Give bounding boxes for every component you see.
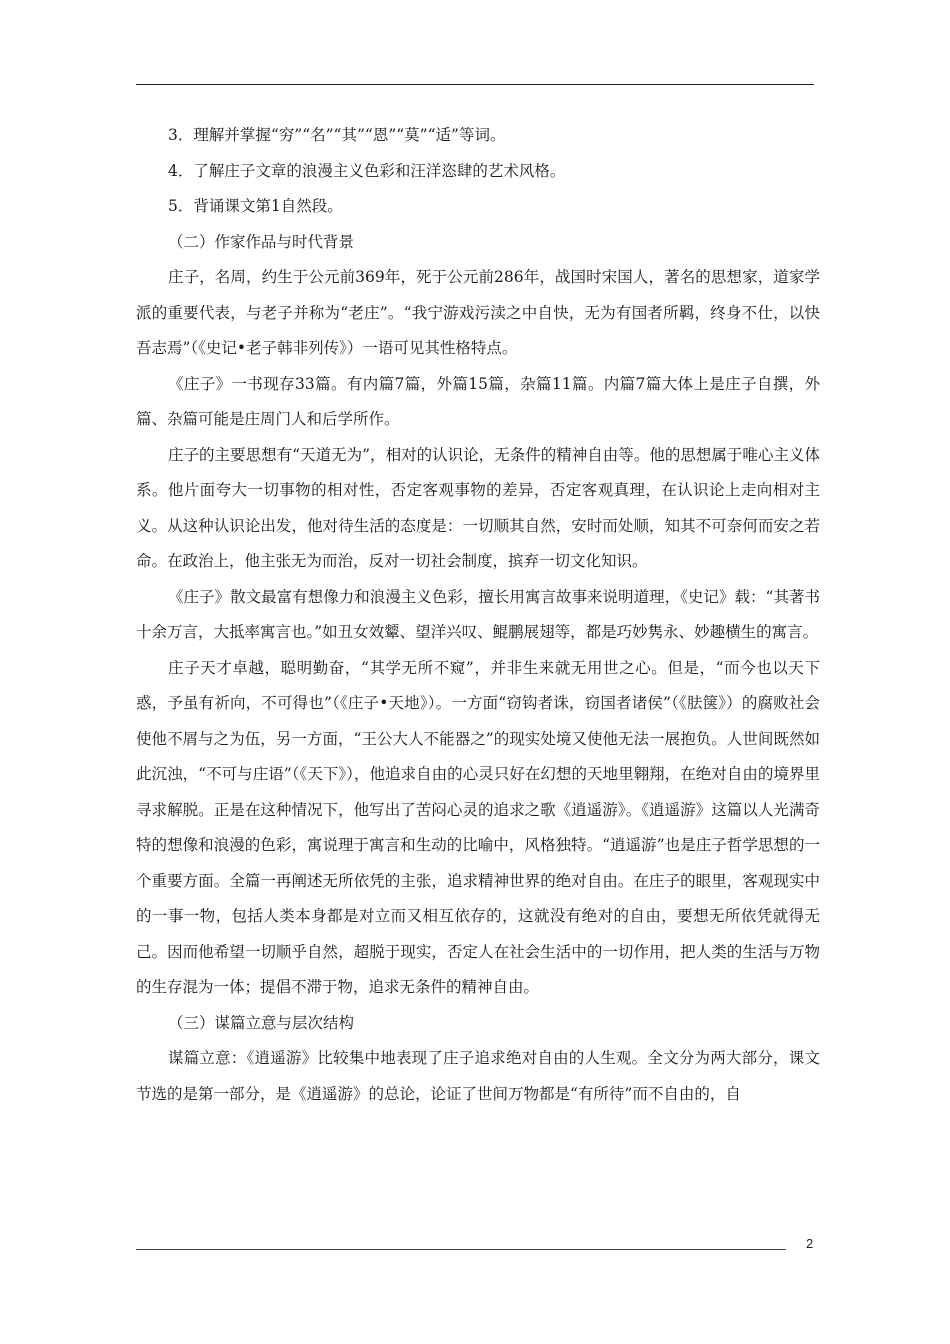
footer-rule	[136, 1249, 786, 1250]
paragraph-author-intro: 庄子，名周，约生于公元前369年，死于公元前286年，战国时宋国人，著名的思想家，道家学派的重要代表，与老子并称为“老庄”。“我宁游戏污渎之中自快，无为有国者所羁，终身不仕，以快吾志焉”（《史记•老子韩非列传》）一语可见其性格特点。	[136, 268, 820, 357]
paragraph-book-structure: 《庄子》一书现存33篇。有内篇7篇，外篇15篇，杂篇11篇。内篇7篇大体上是庄子自撰，外篇、杂篇可能是庄周门人和后学所作。	[136, 374, 820, 428]
section-heading-structure: （三）谋篇立意与层次结构	[168, 1013, 355, 1032]
page-number: 2	[806, 1236, 814, 1251]
objective-4: 4．了解庄子文章的浪漫主义色彩和汪洋恣肆的艺术风格。	[168, 161, 566, 180]
paragraph-main-thought: 庄子的主要思想有“天道无为”，相对的认识论，无条件的精神自由等。他的思想属于唯心主义体系。他片面夸大一切事物的相对性，否定客观事物的差异，否定客观真理，在认识论上走向相对主义。从这种认识论出发，他对待生活的态度是：一切顺其自然，安时而处顺，知其不可奈何而安之若命。在政治上，他主张无为而治，反对一切社会制度，摈弃一切文化知识。	[136, 445, 820, 570]
page-body	[136, 118, 820, 1112]
section-heading-background: （二）作家作品与时代背景	[168, 232, 355, 251]
header-rule	[136, 84, 814, 85]
paragraph-theme: 谋篇立意：《逍遥游》比较集中地表现了庄子追求绝对自由的人生观。全文分为两大部分，课文节选的是第一部分，是《逍遥游》的总论，论证了世间万物都是“有所待”而不自由的，自	[136, 1049, 820, 1103]
paragraph-prose-style: 《庄子》散文最富有想像力和浪漫主义色彩，擅长用寓言故事来说明道理，《史记》载：“其著书十余万言，大抵率寓言也。”如丑女效颦、望洋兴叹、鲲鹏展翅等，都是巧妙隽永、妙趣横生的寓言。	[136, 587, 820, 641]
paragraph-writing-background: 庄子天才卓越，聪明勤奋，“其学无所不窥”，并非生来就无用世之心。但是，“而今也以天下惑，予虽有祈向，不可得也”（《庄子•天地》）。一方面“窃钩者诛，窃国者诸侯”（《胠箧》）的腐败社会使他不屑与之为伍，另一方面，“王公大人不能器之”的现实处境又使他无法一展抱负。人世间既然如此沉浊，“不可与庄语”（《天下》），他追求自由的心灵只好在幻想的天地里翱翔，在绝对自由的境界里寻求解脱。正是在这种情况下，他写出了苦闷心灵的追求之歌《逍遥游》。《逍遥游》这篇以人光满奇特的想像和浪漫的色彩，寓说理于寓言和生动的比喻中，风格独特。“逍遥游”也是庄子哲学思想的一个重要方面。全篇一再阐述无所依凭的主张，追求精神世界的绝对自由。在庄子的眼里，客观现实中的一事一物，包括人类本身都是对立而又相互依存的，这就没有绝对的自由，要想无所依凭就得无己。因而他希望一切顺乎自然，超脱于现实，否定人在社会生活中的一切作用，把人类的生活与万物的生存混为一体；提倡不滞于物，追求无条件的精神自由。	[136, 658, 820, 996]
objective-3: 3．理解并掌握“穷”“名”“其”“恩”“莫”“适”等词。	[168, 126, 506, 144]
objective-5: 5．背诵课文第1自然段。	[168, 197, 343, 215]
